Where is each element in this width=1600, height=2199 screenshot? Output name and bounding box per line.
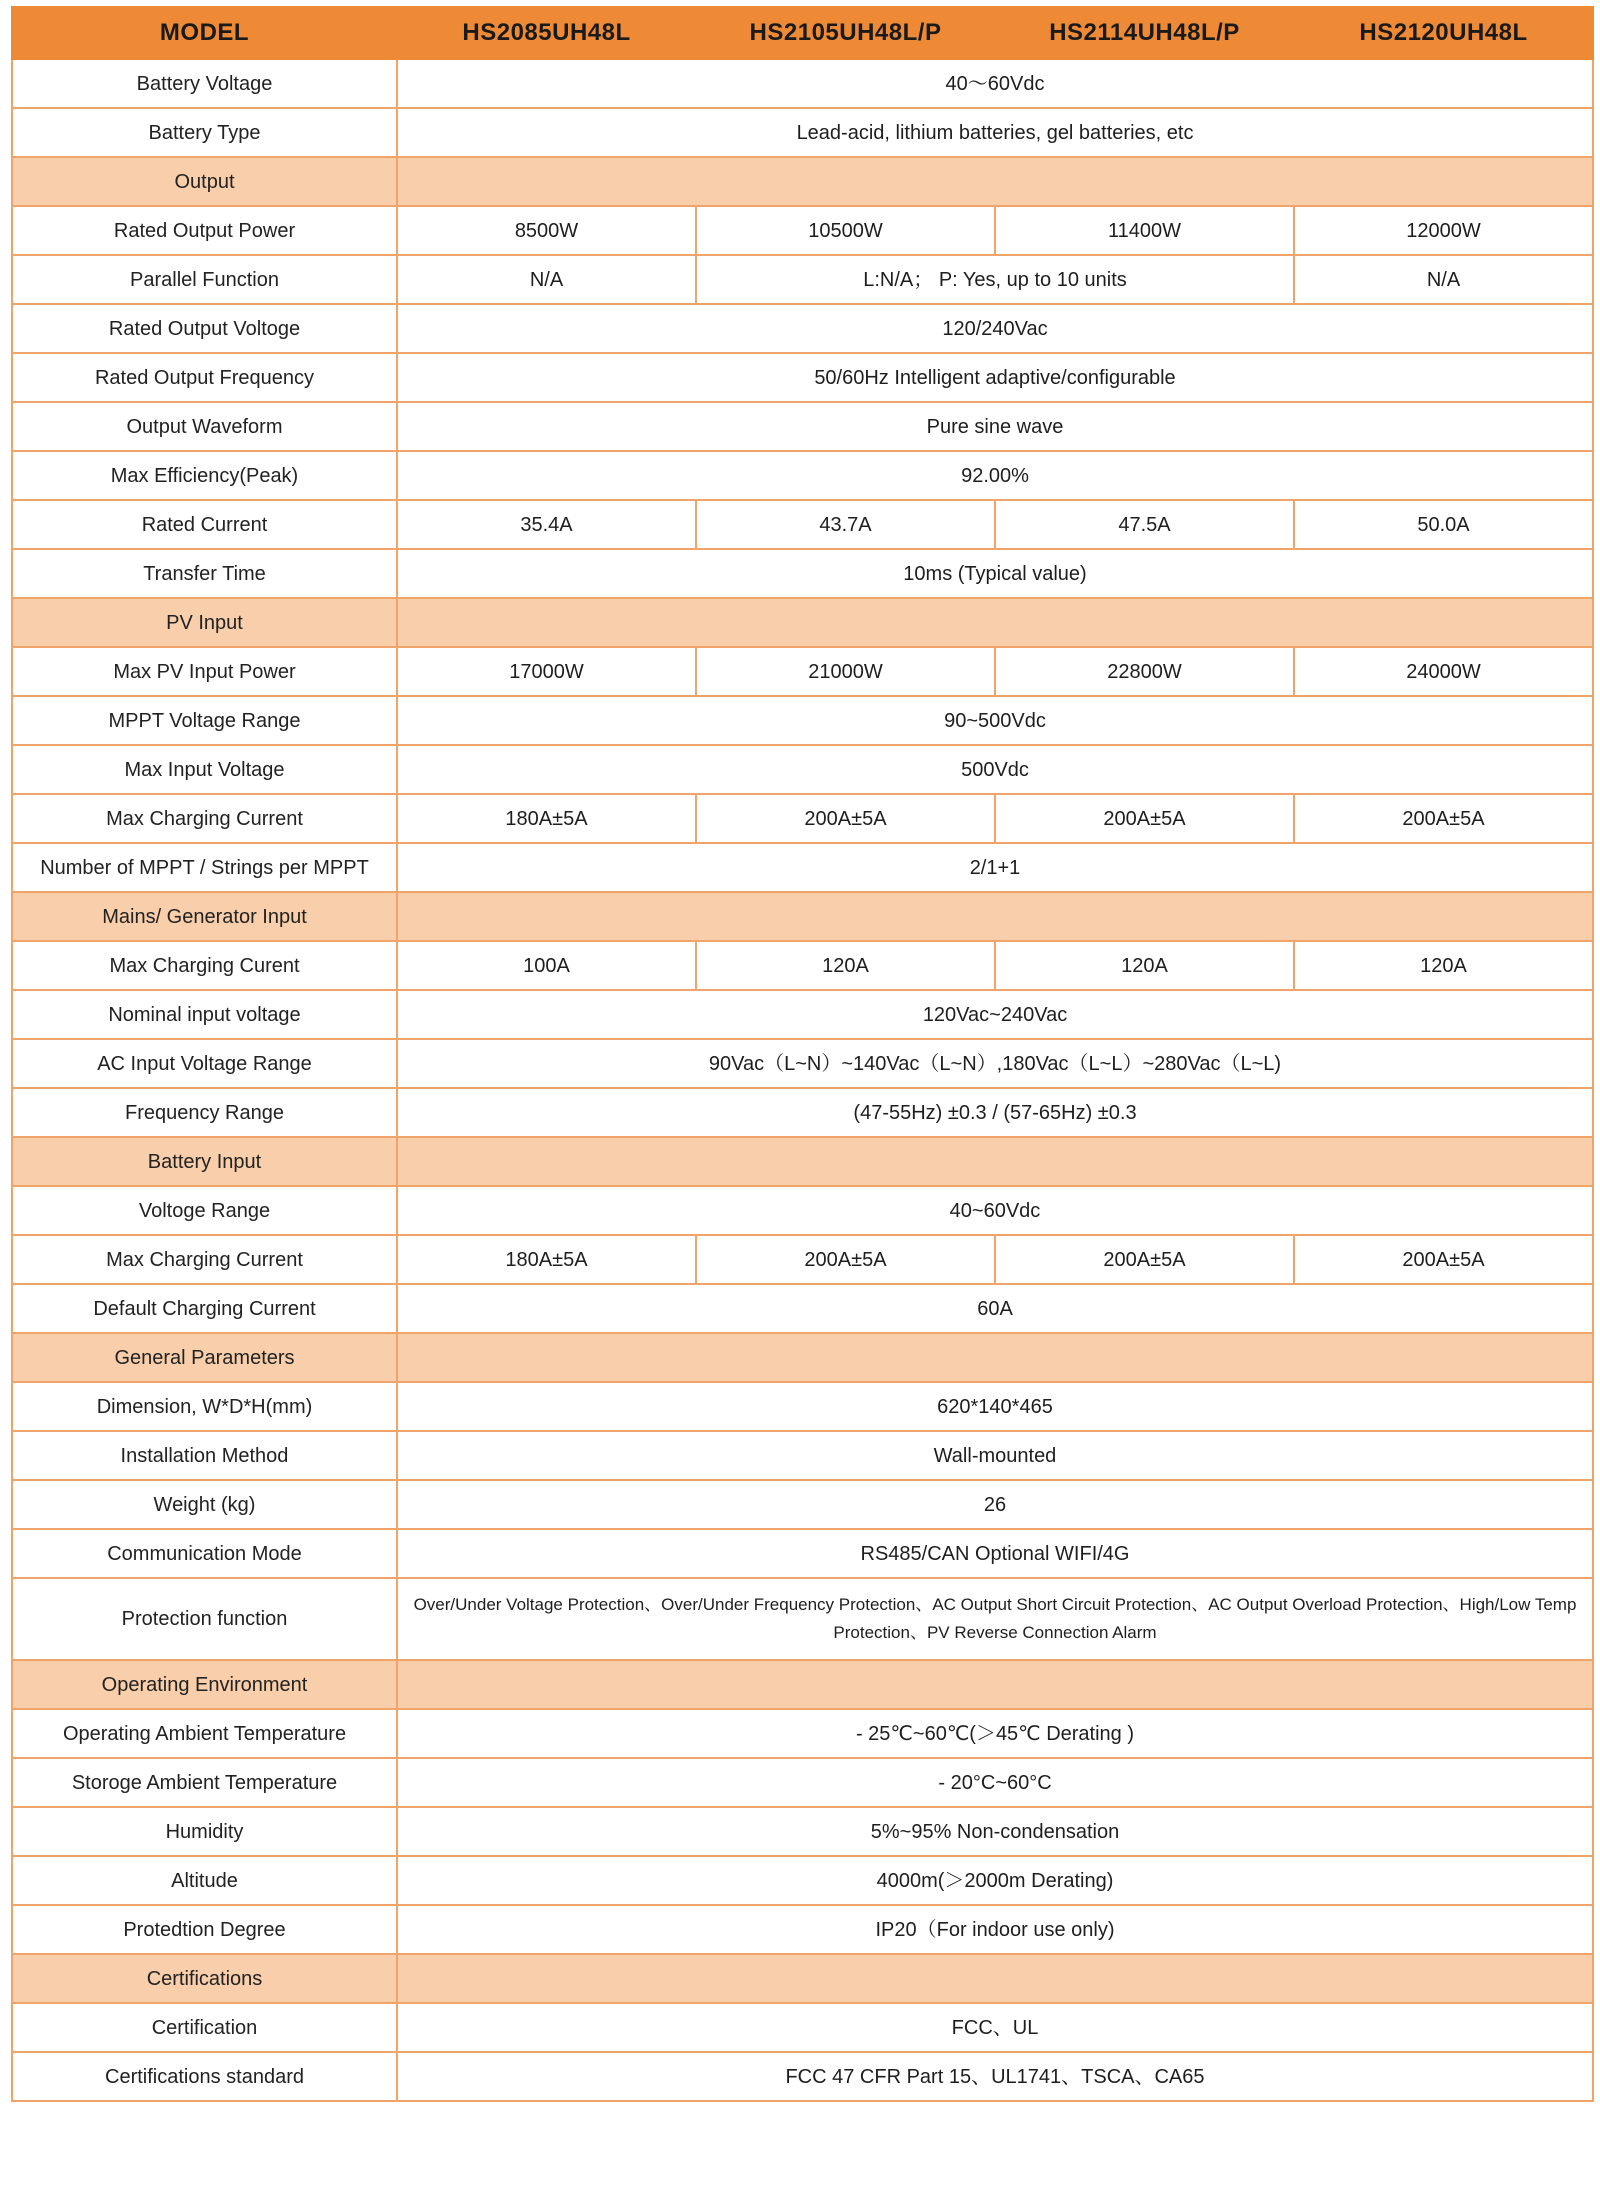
spec-value: 180A±5A [397,794,696,843]
spec-value: N/A [397,255,696,304]
spec-label: Battery Type [12,108,397,157]
spec-value: 90~500Vdc [397,696,1593,745]
spec-row [12,1709,1593,1758]
model-name: HS2105UH48L/P [696,7,995,59]
spec-value: L:N/A； P: Yes, up to 10 units [696,255,1294,304]
spec-row [12,1088,1593,1137]
spec-label: MPPT Voltage Range [12,696,397,745]
spec-row [12,1284,1593,1333]
model-name: HS2085UH48L [397,7,696,59]
spec-value: FCC、UL [397,2003,1593,2052]
spec-value: 92.00% [397,451,1593,500]
spec-label: Rated Output Voltoge [12,304,397,353]
spec-row [12,745,1593,794]
section-fill [397,1954,1593,2003]
spec-value: 620*140*465 [397,1382,1593,1431]
spec-label: Output Waveform [12,402,397,451]
spec-value: 100A [397,941,696,990]
spec-value: (47-55Hz) ±0.3 / (57-65Hz) ±0.3 [397,1088,1593,1137]
spec-label: Communication Mode [12,1529,397,1578]
spec-label: Altitude [12,1856,397,1905]
spec-value: 120A [995,941,1294,990]
spec-value: 200A±5A [696,1235,995,1284]
spec-label: Rated Output Power [12,206,397,255]
model-name: HS2120UH48L [1294,7,1593,59]
model-name: HS2114UH48L/P [995,7,1294,59]
spec-row [12,59,1593,108]
spec-row [12,696,1593,745]
spec-value: 2/1+1 [397,843,1593,892]
spec-row [12,549,1593,598]
section-fill [397,1137,1593,1186]
spec-row [12,794,1593,843]
spec-value: FCC 47 CFR Part 15、UL1741、TSCA、CA65 [397,2052,1593,2101]
spec-row [12,108,1593,157]
spec-value: Pure sine wave [397,402,1593,451]
spec-value: 40~60Vdc [397,1186,1593,1235]
spec-value: 200A±5A [696,794,995,843]
spec-row [12,1578,1593,1660]
spec-value: 24000W [1294,647,1593,696]
spec-row [12,353,1593,402]
spec-value: 500Vdc [397,745,1593,794]
spec-label: Rated Current [12,500,397,549]
spec-value: 200A±5A [995,1235,1294,1284]
spec-value: 10500W [696,206,995,255]
spec-label: Max Charging Curent [12,941,397,990]
spec-row [12,500,1593,549]
spec-value: 5%~95% Non-condensation [397,1807,1593,1856]
spec-value: 120/240Vac [397,304,1593,353]
spec-label: Parallel Function [12,255,397,304]
spec-table [11,6,1594,2102]
spec-value: 60A [397,1284,1593,1333]
spec-value: Over/Under Voltage Protection、Over/Under Frequency Protection、AC Output Short Circuit Protection、AC Output Overload Protection、High/Low Temp Protection、PV Reverse Connection Alarm [397,1578,1593,1660]
spec-label: Nominal input voltage [12,990,397,1039]
model-header: MODEL [12,7,397,59]
section-row [12,598,1593,647]
spec-row [12,1807,1593,1856]
spec-label: Storoge Ambient Temperature [12,1758,397,1807]
spec-label: Certification [12,2003,397,2052]
spec-label: Humidity [12,1807,397,1856]
spec-label: Certifications standard [12,2052,397,2101]
spec-row [12,1431,1593,1480]
spec-row [12,2003,1593,2052]
section-row [12,892,1593,941]
spec-value: 17000W [397,647,696,696]
section-row [12,1137,1593,1186]
section-fill [397,1660,1593,1709]
section-title: Output [12,157,397,206]
spec-row [12,1039,1593,1088]
spec-value: 26 [397,1480,1593,1529]
spec-label: Operating Ambient Temperature [12,1709,397,1758]
spec-value: - 25℃~60℃(＞45℃ Derating ) [397,1709,1593,1758]
spec-row [12,990,1593,1039]
spec-value: 35.4A [397,500,696,549]
spec-value: IP20（For indoor use only) [397,1905,1593,1954]
spec-value: 90Vac（L~N）~140Vac（L~N）,180Vac（L~L）~280Vac（L~L) [397,1039,1593,1088]
spec-value: 8500W [397,206,696,255]
spec-label: Max PV Input Power [12,647,397,696]
spec-value: 43.7A [696,500,995,549]
spec-value: 4000m(＞2000m Derating) [397,1856,1593,1905]
section-title: Mains/ Generator Input [12,892,397,941]
section-fill [397,157,1593,206]
spec-value: 10ms (Typical value) [397,549,1593,598]
section-title: Certifications [12,1954,397,2003]
spec-label: Protedtion Degree [12,1905,397,1954]
spec-label: Battery Voltage [12,59,397,108]
spec-value: Lead-acid, lithium batteries, gel batteries, etc [397,108,1593,157]
spec-body [12,59,1593,2101]
spec-row [12,304,1593,353]
spec-value: 200A±5A [995,794,1294,843]
spec-value: 47.5A [995,500,1294,549]
section-title: Operating Environment [12,1660,397,1709]
spec-value: 120A [696,941,995,990]
section-title: Battery Input [12,1137,397,1186]
spec-row [12,1382,1593,1431]
spec-value: Wall-mounted [397,1431,1593,1480]
spec-row [12,2052,1593,2101]
spec-value: 200A±5A [1294,794,1593,843]
spec-value: 11400W [995,206,1294,255]
spec-label: Max Input Voltage [12,745,397,794]
spec-value: 50/60Hz Intelligent adaptive/configurable [397,353,1593,402]
section-fill [397,892,1593,941]
spec-row [12,1529,1593,1578]
spec-value: - 20°C~60°C [397,1758,1593,1807]
spec-value: RS485/CAN Optional WIFI/4G [397,1529,1593,1578]
spec-row [12,255,1593,304]
spec-row [12,647,1593,696]
section-fill [397,598,1593,647]
section-row [12,1954,1593,2003]
spec-label: Installation Method [12,1431,397,1480]
spec-label: Number of MPPT / Strings per MPPT [12,843,397,892]
spec-row [12,451,1593,500]
spec-value: 22800W [995,647,1294,696]
spec-row [12,1235,1593,1284]
header-row [12,7,1593,59]
section-row [12,157,1593,206]
section-title: General Parameters [12,1333,397,1382]
spec-row [12,1905,1593,1954]
spec-value: 120Vac~240Vac [397,990,1593,1039]
spec-value: 120A [1294,941,1593,990]
section-row [12,1660,1593,1709]
spec-label: AC Input Voltage Range [12,1039,397,1088]
spec-row [12,1856,1593,1905]
spec-row [12,1186,1593,1235]
spec-label: Weight (kg) [12,1480,397,1529]
spec-label: Max Charging Current [12,794,397,843]
section-fill [397,1333,1593,1382]
spec-label: Max Charging Current [12,1235,397,1284]
spec-value: 200A±5A [1294,1235,1593,1284]
spec-value: 50.0A [1294,500,1593,549]
spec-label: Default Charging Current [12,1284,397,1333]
spec-label: Voltoge Range [12,1186,397,1235]
section-row [12,1333,1593,1382]
spec-value: 40～60Vdc [397,59,1593,108]
spec-label: Transfer Time [12,549,397,598]
spec-label: Rated Output Frequency [12,353,397,402]
spec-label: Frequency Range [12,1088,397,1137]
spec-label: Protection function [12,1578,397,1660]
spec-label: Dimension, W*D*H(mm) [12,1382,397,1431]
spec-row [12,941,1593,990]
spec-row [12,1480,1593,1529]
spec-value: N/A [1294,255,1593,304]
spec-row [12,206,1593,255]
spec-row [12,1758,1593,1807]
section-title: PV Input [12,598,397,647]
spec-row [12,843,1593,892]
spec-label: Max Efficiency(Peak) [12,451,397,500]
spec-value: 12000W [1294,206,1593,255]
spec-row [12,402,1593,451]
spec-value: 180A±5A [397,1235,696,1284]
spec-value: 21000W [696,647,995,696]
